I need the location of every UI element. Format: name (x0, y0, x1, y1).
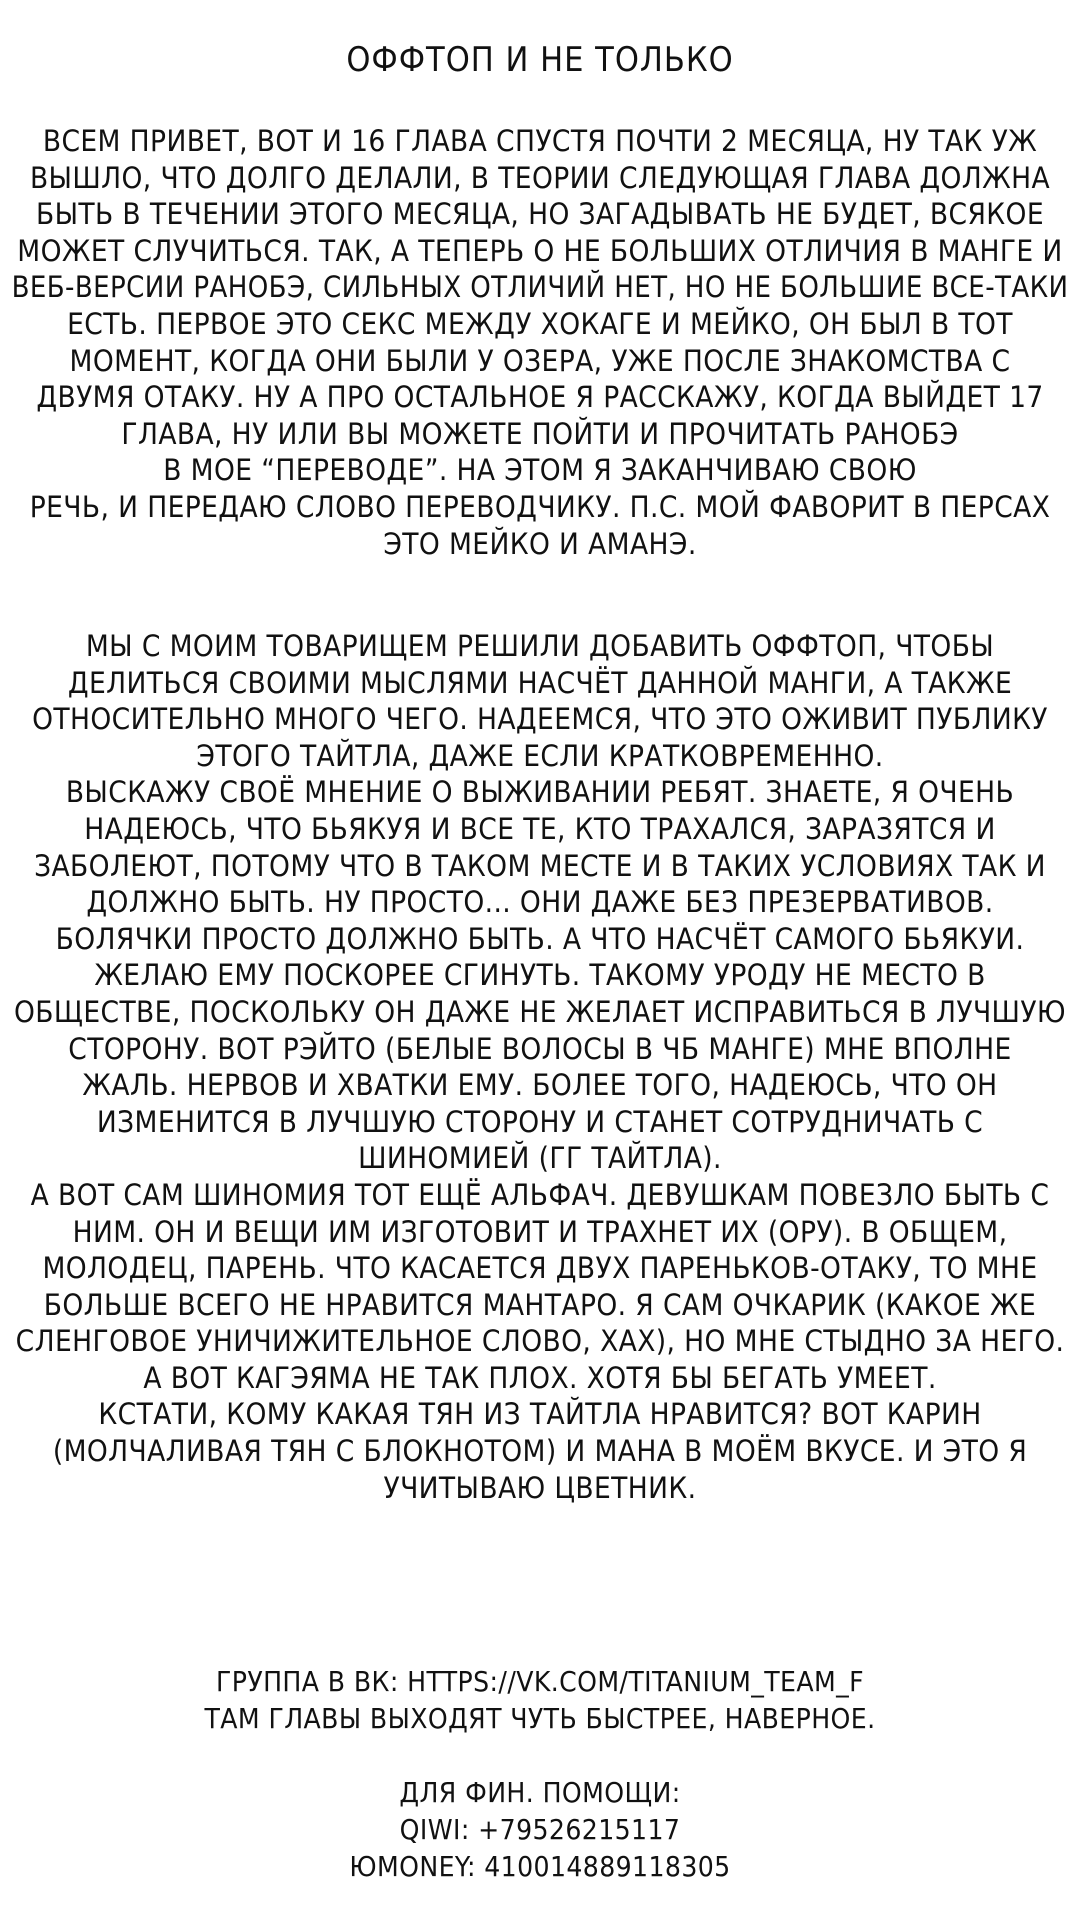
offtop-line: НАДЕЮСЬ, ЧТО БЬЯКУЯ И ВСЕ ТЕ, КТО ТРАХАЛСЯ, ЗАРАЗЯТСЯ И (84, 811, 996, 846)
offtop-line: А ВОТ САМ ШИНОМИЯ ТОТ ЕЩЁ АЛЬФАЧ. ДЕВУШКАМ ПОВЕЗЛО БЫТЬ С (30, 1177, 1050, 1212)
offtop-line: СЛЕНГОВОЕ УНИЧИЖИТЕЛЬНОЕ СЛОВО, ХАХ), НО МНЕ СТЫДНО ЗА НЕГО. (15, 1324, 1065, 1359)
offtop-line: ЗАБОЛЕЮТ, ПОТОМУ ЧТО В ТАКОМ МЕСТЕ И В ТАКИХ УСЛОВИЯХ ТАК И (34, 848, 1046, 883)
footer-info (0, 1663, 1080, 1885)
offtop-line: ЭТОГО ТАЙТЛА, ДАЖЕ ЕСЛИ КРАТКОВРЕМЕННО. (196, 738, 884, 773)
intro-line: РЕЧЬ, И ПЕРЕДАЮ СЛОВО ПЕРЕВОДЧИКУ. П.С. МОЙ ФАВОРИТ В ПЕРСАХ (29, 489, 1051, 524)
offtop-line: БОЛЬШЕ ВСЕГО НЕ НРАВИТСЯ МАНТАРО. Я САМ ОЧКАРИК (КАКОЕ ЖЕ (43, 1287, 1037, 1322)
offtop-line: ВЫСКАЖУ СВОЁ МНЕНИЕ О ВЫЖИВАНИИ РЕБЯТ. ЗНАЕТЕ, Я ОЧЕНЬ (65, 775, 1015, 810)
vk-group-link[interactable]: ГРУППА В ВК: HTTPS://VK.COM/TITANIUM_TEAM_F (215, 1665, 865, 1698)
offtop-line: СТОРОНУ. ВОТ РЭЙТО (БЕЛЫЕ ВОЛОСЫ В ЧБ МАНГЕ) МНЕ ВПОЛНЕ (68, 1031, 1012, 1066)
intro-line: БЫТЬ В ТЕЧЕНИИ ЭТОГО МЕСЯЦА, НО ЗАГАДЫВАТЬ НЕ БУДЕТ, ВСЯКОЕ (35, 197, 1045, 232)
intro-line: ГЛАВА, НУ ИЛИ ВЫ МОЖЕТЕ ПОЙТИ И ПРОЧИТАТЬ РАНОБЭ (121, 416, 959, 451)
offtop-line: А ВОТ КАГЭЯМА НЕ ТАК ПЛОХ. ХОТЯ БЫ БЕГАТЬ УМЕЕТ. (143, 1360, 937, 1395)
offtop-line: БОЛЯЧКИ ПРОСТО ДОЛЖНО БЫТЬ. А ЧТО НАСЧЁТ САМОГО БЬЯКУИ. (55, 921, 1025, 956)
offtop-line: ОБЩЕСТВЕ, ПОСКОЛЬКУ ОН ДАЖЕ НЕ ЖЕЛАЕТ ИСПРАВИТЬСЯ В ЛУЧШУЮ (14, 994, 1066, 1029)
offtop-line: КСТАТИ, КОМУ КАКАЯ ТЯН ИЗ ТАЙТЛА НРАВИТСЯ? ВОТ КАРИН (98, 1397, 982, 1432)
intro-line: ВЫШЛО, ЧТО ДОЛГО ДЕЛАЛИ, В ТЕОРИИ СЛЕДУЮЩАЯ ГЛАВА ДОЛЖНА (29, 160, 1051, 195)
chapters-note: ТАМ ГЛАВЫ ВЫХОДЯТ ЧУТЬ БЫСТРЕЕ, НАВЕРНОЕ. (204, 1702, 876, 1735)
footer-spacer (0, 1737, 1080, 1774)
offtop-line: ШИНОМИЕЙ (ГГ ТАЙТЛА). (358, 1141, 722, 1176)
donate-heading: ДЛЯ ФИН. ПОМОЩИ: (399, 1776, 681, 1809)
offtop-line: ДЕЛИТЬСЯ СВОИМИ МЫСЛЯМИ НАСЧЁТ ДАННОЙ МАНГИ, А ТАКЖЕ (67, 665, 1013, 700)
intro-line: ВСЕМ ПРИВЕТ, ВОТ И 16 ГЛАВА СПУСТЯ ПОЧТИ 2 МЕСЯЦА, НУ ТАК УЖ (42, 124, 1038, 158)
offtop-line: НИМ. ОН И ВЕЩИ ИМ ИЗГОТОВИТ И ТРАХНЕТ ИХ (ОРУ). В ОБЩЕМ, (72, 1214, 1008, 1249)
page-title: ОФФТОП И НЕ ТОЛЬКО (346, 40, 734, 80)
offtop-line: ИЗМЕНИТСЯ В ЛУЧШУЮ СТОРОНУ И СТАНЕТ СОТРУДНИЧАТЬ С (96, 1104, 984, 1139)
offtop-line: МЫ С МОИМ ТОВАРИЩЕМ РЕШИЛИ ДОБАВИТЬ ОФФТОП, ЧТОБЫ (85, 629, 995, 663)
qiwi-line: QIWI: +79526215117 (399, 1813, 681, 1846)
intro-paragraph (0, 123, 1080, 562)
intro-line: МОЖЕТ СЛУЧИТЬСЯ. ТАК, А ТЕПЕРЬ О НЕ БОЛЬШИХ ОТЛИЧИЯ В МАНГЕ И (17, 233, 1063, 268)
intro-line: ВЕБ-ВЕРСИИ РАНОБЭ, СИЛЬНЫХ ОТЛИЧИЙ НЕТ, НО НЕ БОЛЬШИЕ ВСЕ-ТАКИ (11, 270, 1069, 305)
offtop-paragraph (0, 628, 1080, 1506)
yoomoney-line: ЮMONEY: 410014889118305 (349, 1850, 731, 1883)
intro-line: ЭТО МЕЙКО И АМАНЭ. (383, 526, 697, 561)
offtop-line: УЧИТЫВАЮ ЦВЕТНИК. (383, 1470, 697, 1505)
intro-line: ДВУМЯ ОТАКУ. НУ А ПРО ОСТАЛЬНОЕ Я РАССКАЖУ, КОГДА ВЫЙДЕТ 17 (36, 380, 1044, 415)
intro-line: В МОЕ “ПЕРЕВОДЕ”. НА ЭТОМ Я ЗАКАНЧИВАЮ СВОЮ (163, 453, 917, 488)
offtop-line: ЖАЛЬ. НЕРВОВ И ХВАТКИ ЕМУ. БОЛЕЕ ТОГО, НАДЕЮСЬ, ЧТО ОН (82, 1068, 998, 1103)
offtop-line: МОЛОДЕЦ, ПАРЕНЬ. ЧТО КАСАЕТСЯ ДВУХ ПАРЕНЬКОВ-ОТАКУ, ТО МНЕ (42, 1251, 1038, 1286)
offtop-line: (МОЛЧАЛИВАЯ ТЯН С БЛОКНОТОМ) И МАНА В МОЁМ ВКУСЕ. И ЭТО Я (52, 1434, 1028, 1469)
offtop-line: ОТНОСИТЕЛЬНО МНОГО ЧЕГО. НАДЕЕМСЯ, ЧТО ЭТО ОЖИВИТ ПУБЛИКУ (32, 702, 1048, 737)
offtop-line: ЖЕЛАЮ ЕМУ ПОСКОРЕЕ СГИНУТЬ. ТАКОМУ УРОДУ НЕ МЕСТО В (94, 958, 986, 993)
intro-line: ЕСТЬ. ПЕРВОЕ ЭТО СЕКС МЕЖДУ ХОКАГЕ И МЕЙКО, ОН БЫЛ В ТОТ (67, 306, 1013, 341)
intro-line: МОМЕНТ, КОГДА ОНИ БЫЛИ У ОЗЕРА, УЖЕ ПОСЛЕ ЗНАКОМСТВА С (69, 343, 1011, 378)
offtop-line: ДОЛЖНО БЫТЬ. НУ ПРОСТО... ОНИ ДАЖЕ БЕЗ ПРЕЗЕРВАТИВОВ. (86, 885, 994, 920)
